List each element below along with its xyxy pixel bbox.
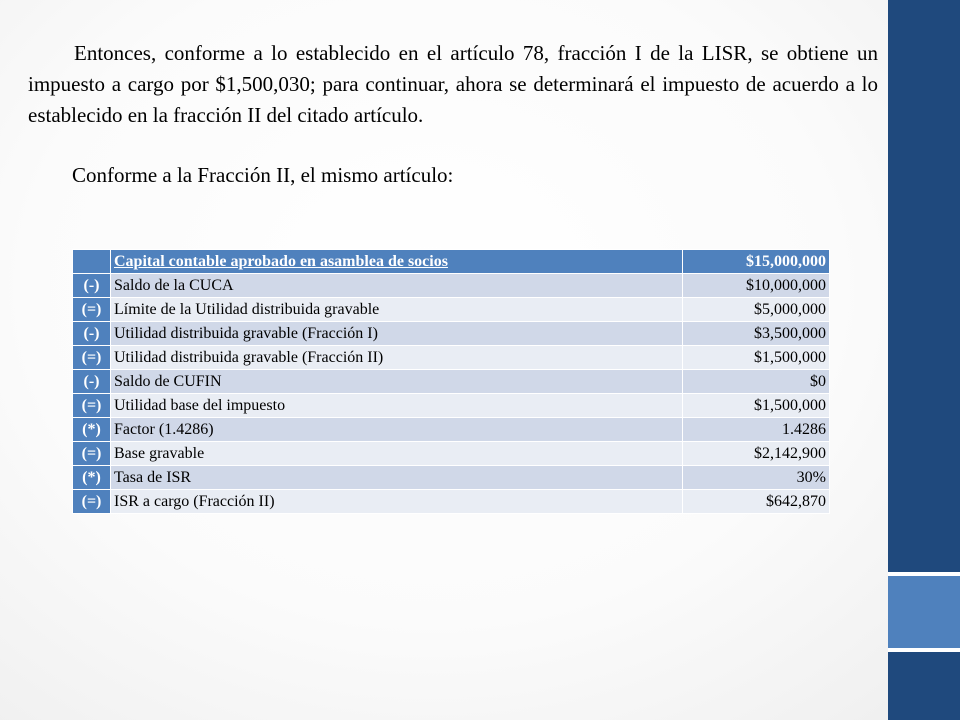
table-row: [73, 394, 830, 418]
amount-cell: $0: [683, 370, 830, 394]
operator-cell: (-): [73, 274, 111, 298]
operator-cell: (=): [73, 298, 111, 322]
tax-calculation-table: [72, 249, 830, 514]
section-subheading: Conforme a la Fracción II, el mismo artículo:: [72, 163, 454, 187]
amount-cell: 30%: [683, 466, 830, 490]
amount-cell: $1,500,000: [683, 346, 830, 370]
amount-cell: $5,000,000: [683, 298, 830, 322]
operator-cell: (*): [73, 466, 111, 490]
operator-cell: (=): [73, 346, 111, 370]
amount-cell: 1.4286: [683, 418, 830, 442]
table-row: [73, 370, 830, 394]
operator-cell: (-): [73, 322, 111, 346]
intro-paragraph: Entonces, conforme a lo establecido en el artículo 78, fracción I de la LISR, se obtiene un impuesto a cargo por $1,500,030; para continuar, ahora se determinará el impuesto de acuerdo a lo establecido en la fracción II del citado artículo.: [28, 41, 878, 127]
table-row: [73, 274, 830, 298]
operator-cell: (=): [73, 490, 111, 514]
description-cell: Saldo de CUFIN: [111, 370, 683, 394]
description-cell: Base gravable: [111, 442, 683, 466]
amount-cell: $3,500,000: [683, 322, 830, 346]
amount-cell: $1,500,000: [683, 394, 830, 418]
amount-cell: $15,000,000: [683, 250, 830, 274]
description-cell: Límite de la Utilidad distribuida gravable: [111, 298, 683, 322]
sidebar-divider: [888, 648, 960, 652]
operator-cell: (=): [73, 394, 111, 418]
table-row: [73, 490, 830, 514]
description-cell: Tasa de ISR: [111, 466, 683, 490]
table-row: [73, 442, 830, 466]
table-header-row: [73, 250, 830, 274]
table-row: [73, 298, 830, 322]
amount-cell: $10,000,000: [683, 274, 830, 298]
operator-cell: (-): [73, 370, 111, 394]
description-cell: Factor (1.4286): [111, 418, 683, 442]
operator-cell: (=): [73, 442, 111, 466]
description-cell: Utilidad base del impuesto: [111, 394, 683, 418]
description-cell: Saldo de la CUCA: [111, 274, 683, 298]
table-row: [73, 466, 830, 490]
table-row: [73, 322, 830, 346]
description-cell: Utilidad distribuida gravable (Fracción II): [111, 346, 683, 370]
amount-cell: $642,870: [683, 490, 830, 514]
table-row: [73, 346, 830, 370]
description-cell: ISR a cargo (Fracción II): [111, 490, 683, 514]
description-cell: Utilidad distribuida gravable (Fracción I): [111, 322, 683, 346]
amount-cell: $2,142,900: [683, 442, 830, 466]
operator-cell: (*): [73, 418, 111, 442]
operator-cell: [73, 250, 111, 274]
sidebar-accent-block: [888, 576, 960, 648]
table-row: [73, 418, 830, 442]
description-cell: Capital contable aprobado en asamblea de socios: [111, 250, 683, 274]
